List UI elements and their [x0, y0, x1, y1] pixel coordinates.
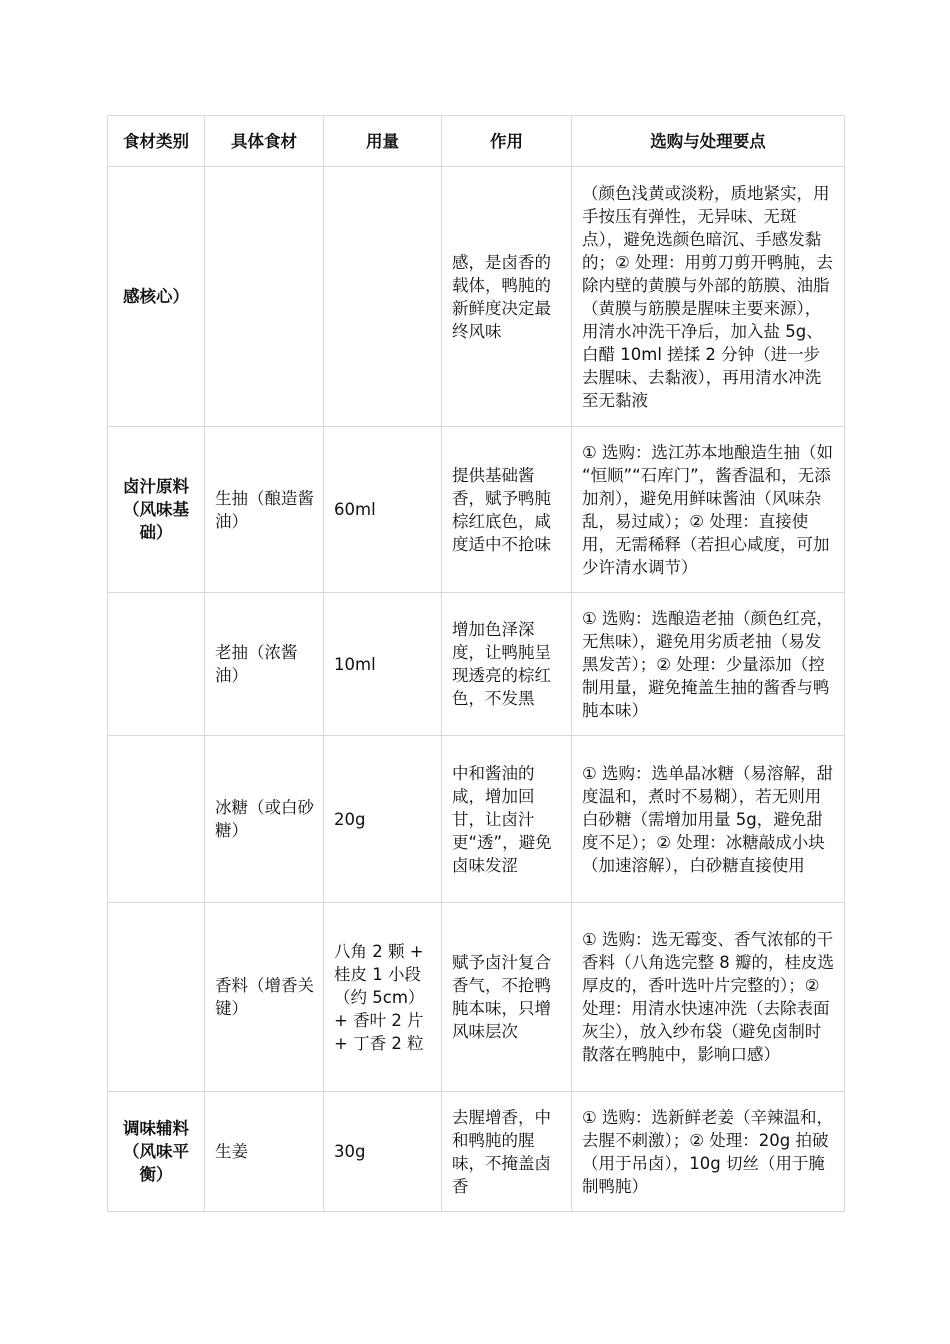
header-role: 作用: [442, 116, 572, 167]
row-category: [108, 593, 205, 736]
row-amount: [324, 167, 442, 427]
row-amount: 30g: [324, 1092, 442, 1212]
row-tips: ① 选购：选酿造老抽（颜色红亮，无焦味），避免用劣质老抽（易发黑发苦）；② 处理：少量添加（控制用量，避免掩盖生抽的酱香与鸭肫本味）: [572, 593, 845, 736]
row-category: 调味辅料（风味平衡）: [108, 1092, 205, 1212]
row-ingredient: 生姜: [205, 1092, 324, 1212]
row-amount: 八角 2 颗 + 桂皮 1 小段（约 5cm）+ 香叶 2 片 + 丁香 2 粒: [324, 903, 442, 1092]
header-ingredient: 具体食材: [205, 116, 324, 167]
table-header-row: [108, 116, 845, 167]
row-tips: （颜色浅黄或淡粉，质地紧实，用手按压有弹性，无异味、无斑点），避免选颜色暗沉、手感发黏的；② 处理：用剪刀剪开鸭肫，去除内壁的黄膜与外部的筋膜、油脂（黄膜与筋膜是腥味主要来源），用清水冲洗干净后，加入盐 5g、白醋 10ml 搓揉 2 分钟（进一步去腥味、去黏液），再用清水冲洗至无黏液: [572, 167, 845, 427]
table-row: [108, 903, 845, 1092]
row-ingredient: 冰糖（或白砂糖）: [205, 736, 324, 903]
row-amount: 60ml: [324, 427, 442, 593]
row-ingredient: [205, 167, 324, 427]
row-ingredient: 生抽（酿造酱油）: [205, 427, 324, 593]
row-role: 提供基础酱香，赋予鸭肫棕红底色，咸度适中不抢味: [442, 427, 572, 593]
row-role: 增加色泽深度，让鸭肫呈现透亮的棕红色，不发黑: [442, 593, 572, 736]
row-role: 赋予卤汁复合香气，不抢鸭肫本味，只增风味层次: [442, 903, 572, 1092]
row-category: 卤汁原料（风味基础）: [108, 427, 205, 593]
row-tips: ① 选购：选单晶冰糖（易溶解，甜度温和，煮时不易糊），若无则用白砂糖（需增加用量 5g，避免甜度不足）；② 处理：冰糖敲成小块（加速溶解），白砂糖直接使用: [572, 736, 845, 903]
table-row: [108, 736, 845, 903]
row-amount: 20g: [324, 736, 442, 903]
table-row: [108, 427, 845, 593]
row-role: 去腥增香，中和鸭肫的腥味，不掩盖卤香: [442, 1092, 572, 1212]
row-category: [108, 903, 205, 1092]
row-category: 感核心）: [108, 167, 205, 427]
header-tips: 选购与处理要点: [572, 116, 845, 167]
table-row: [108, 1092, 845, 1212]
row-tips: ① 选购：选江苏本地酿造生抽（如 “恒顺”“石库门”，酱香温和，无添加剂），避免用鲜味酱油（风味杂乱，易过咸）；② 处理：直接使用，无需稀释（若担心咸度，可加少许清水调节）: [572, 427, 845, 593]
row-amount: 10ml: [324, 593, 442, 736]
table-row: [108, 167, 845, 427]
ingredients-table: [107, 115, 845, 1212]
row-tips: ① 选购：选无霉变、香气浓郁的干香料（八角选完整 8 瓣的，桂皮选厚皮的，香叶选叶片完整的）；② 处理：用清水快速冲洗（去除表面灰尘），放入纱布袋（避免卤制时散落在鸭肫中，影响口感）: [572, 903, 845, 1092]
row-ingredient: 老抽（浓酱油）: [205, 593, 324, 736]
header-amount: 用量: [324, 116, 442, 167]
row-category: [108, 736, 205, 903]
document-page: [107, 115, 844, 1212]
row-tips: ① 选购：选新鲜老姜（辛辣温和，去腥不刺激）；② 处理：20g 拍破（用于吊卤），10g 切丝（用于腌制鸭肫）: [572, 1092, 845, 1212]
row-role: 中和酱油的咸，增加回甘，让卤汁更“透”，避免卤味发涩: [442, 736, 572, 903]
header-category: 食材类别: [108, 116, 205, 167]
row-ingredient: 香料（增香关键）: [205, 903, 324, 1092]
table-row: [108, 593, 845, 736]
row-role: 感，是卤香的载体，鸭肫的新鲜度决定最终风味: [442, 167, 572, 427]
